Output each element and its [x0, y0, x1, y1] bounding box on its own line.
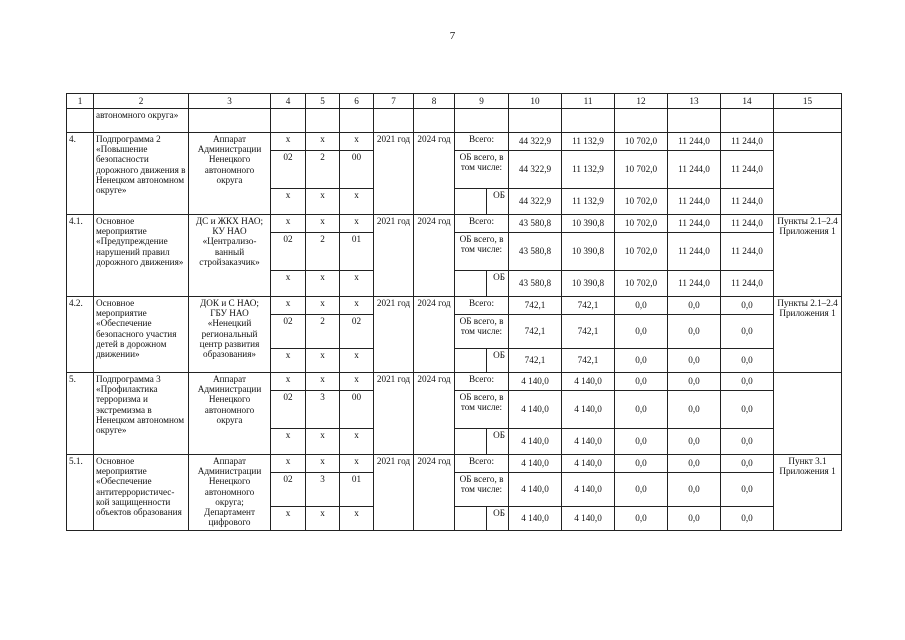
- start-year: 2021 год: [374, 297, 414, 373]
- value-cell: 742,1: [509, 315, 562, 349]
- table-row: [67, 133, 842, 151]
- value-cell: 43 580,8: [509, 215, 562, 233]
- value-cell: 0,0: [668, 373, 721, 391]
- code-cell: х: [306, 297, 340, 315]
- value-cell: 0,0: [721, 429, 774, 455]
- value-cell: 0,0: [721, 473, 774, 507]
- code-cell: 02: [271, 315, 306, 349]
- value-cell: 11 244,0: [721, 133, 774, 151]
- value-cell: 0,0: [721, 349, 774, 373]
- code-cell: х: [340, 215, 374, 233]
- row-result: [774, 373, 842, 455]
- total-label: Всего:: [455, 455, 509, 473]
- row-name: Основное мероприятие «Предупреждение нарушений правил дорожного движения»: [94, 215, 189, 297]
- header-cell: 5: [306, 94, 340, 109]
- value-cell: 742,1: [509, 349, 562, 373]
- row-result: Пункты 2.1–2.4 Приложения 1: [774, 215, 842, 297]
- value-cell: 0,0: [721, 507, 774, 531]
- total-label: Всего:: [455, 133, 509, 151]
- code-cell: х: [271, 507, 306, 531]
- total-label: Всего:: [455, 373, 509, 391]
- header-cell: 2: [94, 94, 189, 109]
- row-number: 4.1.: [67, 215, 94, 297]
- value-cell: 4 140,0: [562, 507, 615, 531]
- table-row: [67, 373, 842, 391]
- total-label: Всего:: [455, 215, 509, 233]
- header-cell: 14: [721, 94, 774, 109]
- value-cell: 742,1: [562, 315, 615, 349]
- value-cell: 4 140,0: [562, 391, 615, 429]
- code-cell: х: [306, 507, 340, 531]
- value-cell: 0,0: [615, 507, 668, 531]
- value-cell: 0,0: [721, 391, 774, 429]
- value-cell: 4 140,0: [562, 373, 615, 391]
- value-cell: 43 580,8: [509, 271, 562, 297]
- code-cell: х: [340, 507, 374, 531]
- value-cell: 43 580,8: [509, 233, 562, 271]
- code-cell: х: [306, 349, 340, 373]
- code-cell: х: [340, 189, 374, 215]
- value-cell: 44 322,9: [509, 151, 562, 189]
- ob-total-label: ОБ всего, в том числе:: [455, 391, 509, 429]
- value-cell: 11 244,0: [668, 151, 721, 189]
- value-cell: 4 140,0: [562, 429, 615, 455]
- header-row: [67, 94, 842, 109]
- row-number: 5.1.: [67, 455, 94, 531]
- code-cell: х: [340, 271, 374, 297]
- table-row: [67, 455, 842, 473]
- row-result: [774, 133, 842, 215]
- end-year: 2024 год: [414, 215, 455, 297]
- row-name: Основное мероприятие «Обеспечение антитеррористичес-кой защищенности объектов образования: [94, 455, 189, 531]
- code-cell: 2: [306, 151, 340, 189]
- page-number: 7: [449, 30, 456, 42]
- header-cell: 4: [271, 94, 306, 109]
- code-cell: 01: [340, 473, 374, 507]
- header-cell: 15: [774, 94, 842, 109]
- header-cell: 3: [189, 94, 271, 109]
- value-cell: 0,0: [721, 455, 774, 473]
- value-cell: 742,1: [562, 349, 615, 373]
- value-cell: 10 702,0: [615, 215, 668, 233]
- header-cell: 10: [509, 94, 562, 109]
- value-cell: 10 702,0: [615, 271, 668, 297]
- row-executor: Аппарат Администрации Ненецкого автономного округа; Департамент цифрового: [189, 455, 271, 531]
- code-cell: х: [271, 429, 306, 455]
- code-cell: х: [306, 133, 340, 151]
- ob-total-label: ОБ всего, в том числе:: [455, 233, 509, 271]
- ob-total-label: ОБ всего, в том числе:: [455, 315, 509, 349]
- row-executor: ДС и ЖКХ НАО; КУ НАО «Централизо-ванный стройзаказчик»: [189, 215, 271, 297]
- value-cell: 0,0: [615, 391, 668, 429]
- code-cell: 3: [306, 391, 340, 429]
- value-cell: 11 244,0: [721, 215, 774, 233]
- ob-label: ОБ: [487, 271, 509, 297]
- code-cell: 02: [271, 391, 306, 429]
- code-cell: 3: [306, 473, 340, 507]
- value-cell: 11 244,0: [668, 133, 721, 151]
- value-cell: 4 140,0: [562, 473, 615, 507]
- value-cell: 11 244,0: [668, 215, 721, 233]
- table-row: [67, 297, 842, 315]
- row-name: Подпрограмма 2 «Повышение безопасности дорожного движения в Ненецком автономном округе»: [94, 133, 189, 215]
- value-cell: 11 244,0: [721, 189, 774, 215]
- value-cell: 4 140,0: [509, 473, 562, 507]
- value-cell: 0,0: [668, 349, 721, 373]
- row-number: 4.: [67, 133, 94, 215]
- code-cell: 02: [271, 151, 306, 189]
- total-label: Всего:: [455, 297, 509, 315]
- start-year: 2021 год: [374, 455, 414, 531]
- continuation-row: [67, 109, 842, 133]
- value-cell: 4 140,0: [509, 391, 562, 429]
- program-table: [66, 93, 842, 531]
- value-cell: 0,0: [615, 429, 668, 455]
- row-executor: ДОК и С НАО; ГБУ НАО «Ненецкий региональный центр развития образования»: [189, 297, 271, 373]
- value-cell: 4 140,0: [562, 455, 615, 473]
- row-executor: Аппарат Администрации Ненецкого автономного округа: [189, 133, 271, 215]
- ob-label: ОБ: [487, 189, 509, 215]
- value-cell: 0,0: [615, 297, 668, 315]
- value-cell: 0,0: [721, 297, 774, 315]
- value-cell: 10 390,8: [562, 215, 615, 233]
- value-cell: 11 244,0: [668, 189, 721, 215]
- value-cell: 10 390,8: [562, 233, 615, 271]
- code-cell: 02: [271, 233, 306, 271]
- value-cell: 0,0: [721, 315, 774, 349]
- code-cell: х: [271, 215, 306, 233]
- start-year: 2021 год: [374, 133, 414, 215]
- start-year: 2021 год: [374, 373, 414, 455]
- code-cell: 2: [306, 233, 340, 271]
- table-row: [67, 215, 842, 233]
- value-cell: 4 140,0: [509, 429, 562, 455]
- header-cell: 13: [668, 94, 721, 109]
- header-cell: 8: [414, 94, 455, 109]
- code-cell: х: [306, 429, 340, 455]
- value-cell: 11 244,0: [721, 233, 774, 271]
- code-cell: 00: [340, 391, 374, 429]
- value-cell: 742,1: [509, 297, 562, 315]
- code-cell: х: [271, 455, 306, 473]
- header-cell: 9: [455, 94, 509, 109]
- code-cell: х: [340, 297, 374, 315]
- code-cell: х: [306, 215, 340, 233]
- value-cell: 11 244,0: [668, 233, 721, 271]
- code-cell: 01: [340, 233, 374, 271]
- value-cell: 11 132,9: [562, 151, 615, 189]
- row-result: Пункт 3.1 Приложения 1: [774, 455, 842, 531]
- header-cell: 11: [562, 94, 615, 109]
- row-executor: Аппарат Администрации Ненецкого автономного округа: [189, 373, 271, 455]
- code-cell: х: [306, 373, 340, 391]
- value-cell: 10 390,8: [562, 271, 615, 297]
- value-cell: 0,0: [668, 473, 721, 507]
- value-cell: 11 244,0: [721, 271, 774, 297]
- value-cell: 0,0: [615, 473, 668, 507]
- code-cell: 02: [271, 473, 306, 507]
- code-cell: х: [306, 271, 340, 297]
- value-cell: 0,0: [668, 455, 721, 473]
- value-cell: 10 702,0: [615, 151, 668, 189]
- header-cell: 6: [340, 94, 374, 109]
- value-cell: 0,0: [615, 455, 668, 473]
- value-cell: 0,0: [668, 391, 721, 429]
- value-cell: 0,0: [668, 429, 721, 455]
- code-cell: х: [271, 373, 306, 391]
- header-cell: 12: [615, 94, 668, 109]
- code-cell: х: [306, 189, 340, 215]
- ob-total-label: ОБ всего, в том числе:: [455, 151, 509, 189]
- value-cell: 0,0: [668, 315, 721, 349]
- row-number: 5.: [67, 373, 94, 455]
- ob-label: ОБ: [487, 349, 509, 373]
- code-cell: 00: [340, 151, 374, 189]
- value-cell: 4 140,0: [509, 373, 562, 391]
- value-cell: 0,0: [668, 507, 721, 531]
- code-cell: х: [306, 455, 340, 473]
- ob-label: ОБ: [487, 507, 509, 531]
- row-result: Пункты 2.1–2.4 Приложения 1: [774, 297, 842, 373]
- code-cell: х: [271, 271, 306, 297]
- code-cell: х: [271, 189, 306, 215]
- row-name: Основное мероприятие «Обеспечение безопасного участия детей в дорожном движении»: [94, 297, 189, 373]
- end-year: 2024 год: [414, 297, 455, 373]
- value-cell: 0,0: [668, 297, 721, 315]
- value-cell: 11 244,0: [668, 271, 721, 297]
- code-cell: х: [340, 133, 374, 151]
- end-year: 2024 год: [414, 373, 455, 455]
- ob-total-label: ОБ всего, в том числе:: [455, 473, 509, 507]
- value-cell: 11 132,9: [562, 189, 615, 215]
- code-cell: х: [340, 373, 374, 391]
- value-cell: 0,0: [615, 315, 668, 349]
- value-cell: 0,0: [615, 349, 668, 373]
- code-cell: х: [340, 349, 374, 373]
- code-cell: х: [271, 133, 306, 151]
- code-cell: 2: [306, 315, 340, 349]
- start-year: 2021 год: [374, 215, 414, 297]
- row-number: 4.2.: [67, 297, 94, 373]
- code-cell: х: [340, 455, 374, 473]
- end-year: 2024 год: [414, 455, 455, 531]
- code-cell: х: [340, 429, 374, 455]
- row-name: Подпрограмма 3 «Профилактика терроризма и экстремизма в Ненецком автономном округе»: [94, 373, 189, 455]
- value-cell: 4 140,0: [509, 455, 562, 473]
- value-cell: 10 702,0: [615, 189, 668, 215]
- value-cell: 0,0: [615, 373, 668, 391]
- value-cell: 4 140,0: [509, 507, 562, 531]
- value-cell: 11 132,9: [562, 133, 615, 151]
- ob-label: ОБ: [487, 429, 509, 455]
- value-cell: 742,1: [562, 297, 615, 315]
- value-cell: 11 244,0: [721, 151, 774, 189]
- value-cell: 44 322,9: [509, 189, 562, 215]
- end-year: 2024 год: [414, 133, 455, 215]
- value-cell: 44 322,9: [509, 133, 562, 151]
- header-cell: 7: [374, 94, 414, 109]
- value-cell: 0,0: [721, 373, 774, 391]
- value-cell: 10 702,0: [615, 133, 668, 151]
- code-cell: 02: [340, 315, 374, 349]
- code-cell: х: [271, 297, 306, 315]
- value-cell: 10 702,0: [615, 233, 668, 271]
- header-cell: 1: [67, 94, 94, 109]
- code-cell: х: [271, 349, 306, 373]
- continuation-text: автономного округа»: [94, 109, 189, 133]
